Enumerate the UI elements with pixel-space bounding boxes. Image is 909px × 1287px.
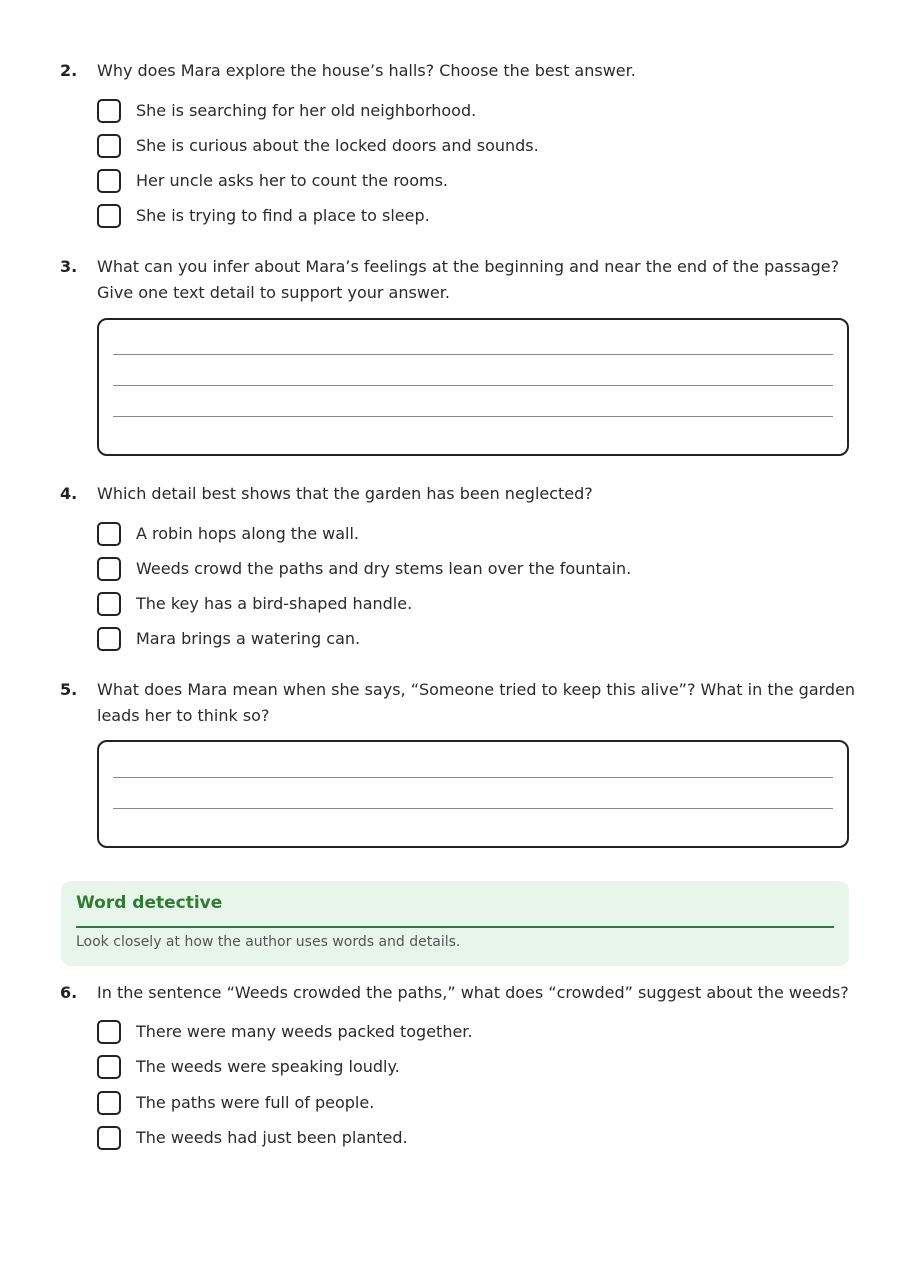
writing-line — [113, 808, 833, 809]
answer-box[interactable] — [97, 318, 849, 456]
question-number: 6. — [60, 983, 78, 1002]
option-label: There were many weeds packed together. — [136, 1022, 473, 1041]
option-label: She is curious about the locked doors and sounds. — [136, 136, 539, 155]
option-label: Mara brings a watering can. — [136, 629, 361, 648]
option-label: She is searching for her old neighborhood. — [136, 101, 477, 120]
callout-text: Look closely at how the author uses words and details. — [76, 934, 461, 950]
option-label: Weeds crowd the paths and dry stems lean over the fountain. — [136, 559, 632, 578]
question-number: 2. — [60, 61, 78, 80]
option-label: A robin hops along the wall. — [136, 524, 360, 543]
writing-line — [113, 385, 833, 386]
option-label: The key has a bird-shaped handle. — [136, 594, 413, 613]
checkbox[interactable] — [97, 134, 121, 158]
question-text: In the sentence “Weeds crowded the paths,” what does “crowded” suggest about the weeds? — [97, 983, 849, 1002]
question-text: Which detail best shows that the garden has been neglected? — [97, 484, 593, 503]
checkbox[interactable] — [97, 1091, 121, 1115]
option-label: She is trying to find a place to sleep. — [136, 206, 430, 225]
question-number: 4. — [60, 484, 78, 503]
checkbox[interactable] — [97, 1055, 121, 1079]
question-text: Why does Mara explore the house’s halls? Choose the best answer. — [97, 61, 636, 80]
checkbox[interactable] — [97, 204, 121, 228]
writing-line — [113, 354, 833, 355]
checkbox[interactable] — [97, 522, 121, 546]
option-label: Her uncle asks her to count the rooms. — [136, 171, 448, 190]
checkbox[interactable] — [97, 627, 121, 651]
writing-line — [113, 416, 833, 417]
writing-line — [113, 777, 833, 778]
checkbox[interactable] — [97, 592, 121, 616]
question-number: 3. — [60, 257, 78, 276]
question-text: What can you infer about Mara’s feelings at the beginning and near the end of the passage? Give one text detail to support your answer. — [97, 257, 840, 302]
question-number: 5. — [60, 680, 78, 699]
question-text: What does Mara mean when she says, “Someone tried to keep this alive”? What in the garden leads her to think so? — [97, 680, 856, 725]
option-label: The paths were full of people. — [136, 1093, 375, 1112]
checkbox[interactable] — [97, 557, 121, 581]
checkbox[interactable] — [97, 99, 121, 123]
checkbox[interactable] — [97, 169, 121, 193]
callout-title: Word detective — [76, 893, 223, 913]
checkbox[interactable] — [97, 1126, 121, 1150]
checkbox[interactable] — [97, 1020, 121, 1044]
callout-divider — [76, 926, 834, 928]
option-label: The weeds had just been planted. — [136, 1128, 408, 1147]
answer-box[interactable] — [97, 740, 849, 848]
word-detective-callout — [61, 881, 849, 966]
option-label: The weeds were speaking loudly. — [136, 1057, 400, 1076]
